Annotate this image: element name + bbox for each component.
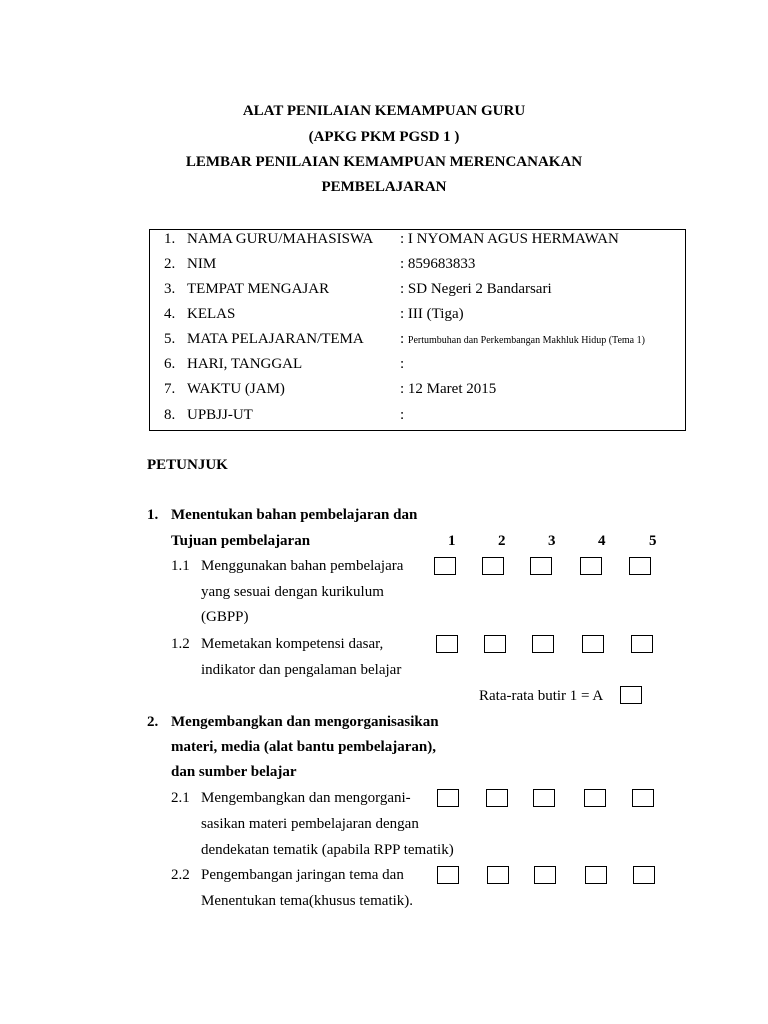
info-value-prefix: : <box>400 331 408 347</box>
score-box-2-2-3[interactable] <box>534 866 556 884</box>
score-box-2-2-4[interactable] <box>585 866 607 884</box>
identity-info-box <box>149 229 686 431</box>
info-row-school <box>150 281 685 303</box>
info-label: MATA PELAJARAN/TEMA <box>187 331 364 347</box>
info-number: 2. <box>164 256 176 272</box>
section-2-heading-line3: dan sumber belajar <box>171 764 297 780</box>
item-1-1-text-line2: yang sesuai dengan kurikulum <box>201 584 384 600</box>
info-number: 7. <box>164 381 176 397</box>
info-number: 4. <box>164 306 176 322</box>
score-box-2-1-5[interactable] <box>632 789 654 807</box>
info-row-class <box>150 306 685 328</box>
scale-label-5: 5 <box>649 533 657 549</box>
info-value: : SD Negeri 2 Bandarsari <box>400 281 552 297</box>
score-box-1-1-5[interactable] <box>629 557 651 575</box>
info-row-nim <box>150 256 685 278</box>
info-row-date <box>150 356 685 378</box>
scale-label-2: 2 <box>498 533 506 549</box>
document-subtitle: (APKG PKM PGSD 1 ) <box>308 129 460 145</box>
score-box-2-1-1[interactable] <box>437 789 459 807</box>
score-box-2-1-3[interactable] <box>533 789 555 807</box>
score-box-1-2-3[interactable] <box>532 635 554 653</box>
info-label: UPBJJ-UT <box>187 407 253 423</box>
score-box-2-2-1[interactable] <box>437 866 459 884</box>
form-title: LEMBAR PENILAIAN KEMAMPUAN MERENCANAKAN <box>185 154 583 170</box>
info-label: TEMPAT MENGAJAR <box>187 281 330 297</box>
item-1-2-text: Memetakan kompetensi dasar, <box>201 636 384 652</box>
info-label: NIM <box>187 256 217 272</box>
document-title: ALAT PENILAIAN KEMAMPUAN GURU <box>242 103 526 119</box>
score-box-1-2-1[interactable] <box>436 635 458 653</box>
info-number: 8. <box>164 407 176 423</box>
scale-label-3: 3 <box>548 533 556 549</box>
score-box-1-2-5[interactable] <box>631 635 653 653</box>
info-value: : <box>400 407 405 423</box>
section-2-heading-line2: materi, media (alat bantu pembelajaran), <box>171 739 436 755</box>
info-label: HARI, TANGGAL <box>187 356 303 372</box>
score-box-1-2-4[interactable] <box>582 635 604 653</box>
scale-label-4: 4 <box>598 533 606 549</box>
score-box-1-1-4[interactable] <box>580 557 602 575</box>
info-row-name <box>150 231 685 253</box>
instructions-heading: PETUNJUK <box>147 457 228 473</box>
info-number: 3. <box>164 281 176 297</box>
info-value-theme: Pertumbuhan dan Perkembangan Makhluk Hidup (Tema 1) <box>407 335 645 346</box>
item-2-2-text: Pengembangan jaringan tema dan <box>201 867 404 883</box>
section-2-number: 2. <box>147 714 159 730</box>
item-2-2-text-line2: Menentukan tema(khusus tematik). <box>201 893 414 909</box>
info-value: : 12 Maret 2015 <box>400 381 497 397</box>
average-box[interactable] <box>620 686 642 704</box>
item-1-1-text: Menggunakan bahan pembelajara <box>201 558 404 574</box>
score-box-2-2-2[interactable] <box>487 866 509 884</box>
score-box-2-1-2[interactable] <box>486 789 508 807</box>
section-1-number: 1. <box>147 507 159 523</box>
info-value <box>400 331 645 348</box>
info-row-upbjj <box>150 407 685 429</box>
score-box-2-1-4[interactable] <box>584 789 606 807</box>
score-box-1-1-2[interactable] <box>482 557 504 575</box>
info-row-subject <box>150 331 685 353</box>
info-label: WAKTU (JAM) <box>187 381 285 397</box>
info-number: 5. <box>164 331 176 347</box>
scale-label-1: 1 <box>448 533 456 549</box>
info-value: : 859683833 <box>400 256 476 272</box>
info-number: 6. <box>164 356 176 372</box>
average-label: Rata-rata butir 1 = A <box>479 688 604 704</box>
info-value: : <box>400 356 405 372</box>
item-1-1-text-line3: (GBPP) <box>201 609 249 625</box>
form-title-continued: PEMBELAJARAN <box>321 179 447 195</box>
item-2-1-text-line3: dendekatan tematik (apabila RPP tematik) <box>201 842 454 858</box>
section-1-heading-continued: Tujuan pembelajaran <box>171 533 311 549</box>
info-number: 1. <box>164 231 176 247</box>
info-row-time <box>150 381 685 403</box>
info-value: : I NYOMAN AGUS HERMAWAN <box>400 231 619 247</box>
item-2-2-number: 2.2 <box>171 867 190 883</box>
info-label: KELAS <box>187 306 236 322</box>
score-box-1-2-2[interactable] <box>484 635 506 653</box>
item-2-1-number: 2.1 <box>171 790 190 806</box>
info-value: : III (Tiga) <box>400 306 464 322</box>
score-box-1-1-1[interactable] <box>434 557 456 575</box>
item-1-1-number: 1.1 <box>171 558 190 574</box>
section-2-heading: Mengembangkan dan mengorganisasikan <box>171 714 439 730</box>
item-1-2-number: 1.2 <box>171 636 190 652</box>
item-1-2-text-line2: indikator dan pengalaman belajar <box>201 662 402 678</box>
section-1-heading: Menentukan bahan pembelajaran dan <box>171 507 418 523</box>
score-box-2-2-5[interactable] <box>633 866 655 884</box>
score-box-1-1-3[interactable] <box>530 557 552 575</box>
info-label: NAMA GURU/MAHASISWA <box>187 231 374 247</box>
item-2-1-text-line2: sasikan materi pembelajaran dengan <box>201 816 419 832</box>
item-2-1-text: Mengembangkan dan mengorgani- <box>201 790 411 806</box>
